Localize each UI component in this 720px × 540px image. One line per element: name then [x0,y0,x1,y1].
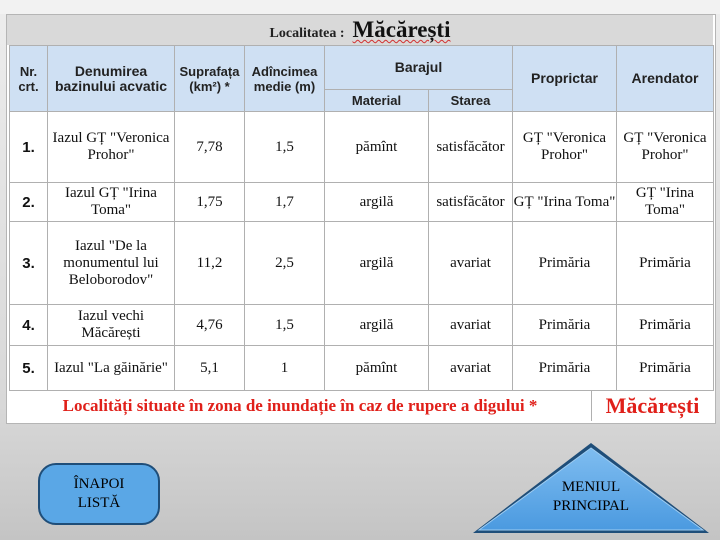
col-material-header: Material [325,90,429,112]
col-suprafata-header: Suprafața (km²) * [175,46,245,112]
row-number: 3. [10,222,48,305]
back-button-line2: LISTĂ [77,495,121,511]
pond-owner: Primăria [513,305,617,346]
menu-button-line2: PRINCIPAL [552,498,630,514]
pond-area: 1,75 [175,183,245,222]
locality-name: Măcărești [352,17,451,42]
dam-material: pămînt [325,112,429,183]
col-proprietar-header: Proprictar [513,46,617,112]
pond-area: 4,76 [175,305,245,346]
flood-zone-note: Localități situate în zona de inundație în caz de rupere a digului * [9,391,592,421]
col-nr-header: Nr. crt. [10,46,48,112]
table-row [10,183,714,222]
pond-name: Iazul vechi Măcărești [48,305,175,346]
flood-zone-footer [9,391,713,421]
pond-name: Iazul GȚ "Irina Toma" [48,183,175,222]
pond-name: Iazul "La găinărie" [48,346,175,391]
col-arendator-header: Arendator [617,46,714,112]
pond-depth: 1 [245,346,325,391]
pond-depth: 2,5 [245,222,325,305]
col-denumire-header: Denumirea bazinului acvatic [48,46,175,112]
dam-material: argilă [325,222,429,305]
pond-tenant: Primăria [617,305,714,346]
pond-depth: 1,5 [245,305,325,346]
dam-state: avariat [429,305,513,346]
table-row [10,346,714,391]
menu-button-line1: MENIUL [561,479,621,495]
menu-button-label [471,478,711,516]
pond-depth: 1,5 [245,112,325,183]
ponds-table [9,45,714,391]
back-button-line1: ÎNAPOI [73,476,125,492]
dam-state: avariat [429,222,513,305]
col-adancime-header: Adîncimea medie (m) [245,46,325,112]
pond-owner: GȚ "Veronica Prohor" [513,112,617,183]
pond-tenant: GȚ "Veronica Prohor" [617,112,714,183]
locality-label: Localitatea : [269,26,345,41]
title-bar [7,15,713,45]
pond-tenant: Primăria [617,222,714,305]
pond-area: 5,1 [175,346,245,391]
dam-material: argilă [325,305,429,346]
table-row [10,112,714,183]
top-strip [0,0,720,14]
pond-owner: Primăria [513,346,617,391]
slide-panel [6,14,716,424]
row-number: 1. [10,112,48,183]
pond-name: Iazul "De la monumentul lui Beloborodov" [48,222,175,305]
pond-owner: GȚ "Irina Toma" [513,183,617,222]
dam-material: argilă [325,183,429,222]
dam-state: satisfăcător [429,183,513,222]
row-number: 5. [10,346,48,391]
col-barajul-header: Barajul [325,46,513,90]
pond-area: 7,78 [175,112,245,183]
dam-state: avariat [429,346,513,391]
flood-zone-locality[interactable]: Măcărești [605,393,700,418]
pond-depth: 1,7 [245,183,325,222]
row-number: 2. [10,183,48,222]
table-row [10,222,714,305]
dam-material: pămînt [325,346,429,391]
dam-state: satisfăcător [429,112,513,183]
pond-tenant: GȚ "Irina Toma" [617,183,714,222]
pond-area: 11,2 [175,222,245,305]
pond-owner: Primăria [513,222,617,305]
back-to-list-button[interactable] [38,463,160,525]
col-starea-header: Starea [429,90,513,112]
row-number: 4. [10,305,48,346]
pond-tenant: Primăria [617,346,714,391]
pond-name: Iazul GȚ "Veronica Prohor" [48,112,175,183]
main-menu-button[interactable] [471,441,711,535]
table-row [10,305,714,346]
